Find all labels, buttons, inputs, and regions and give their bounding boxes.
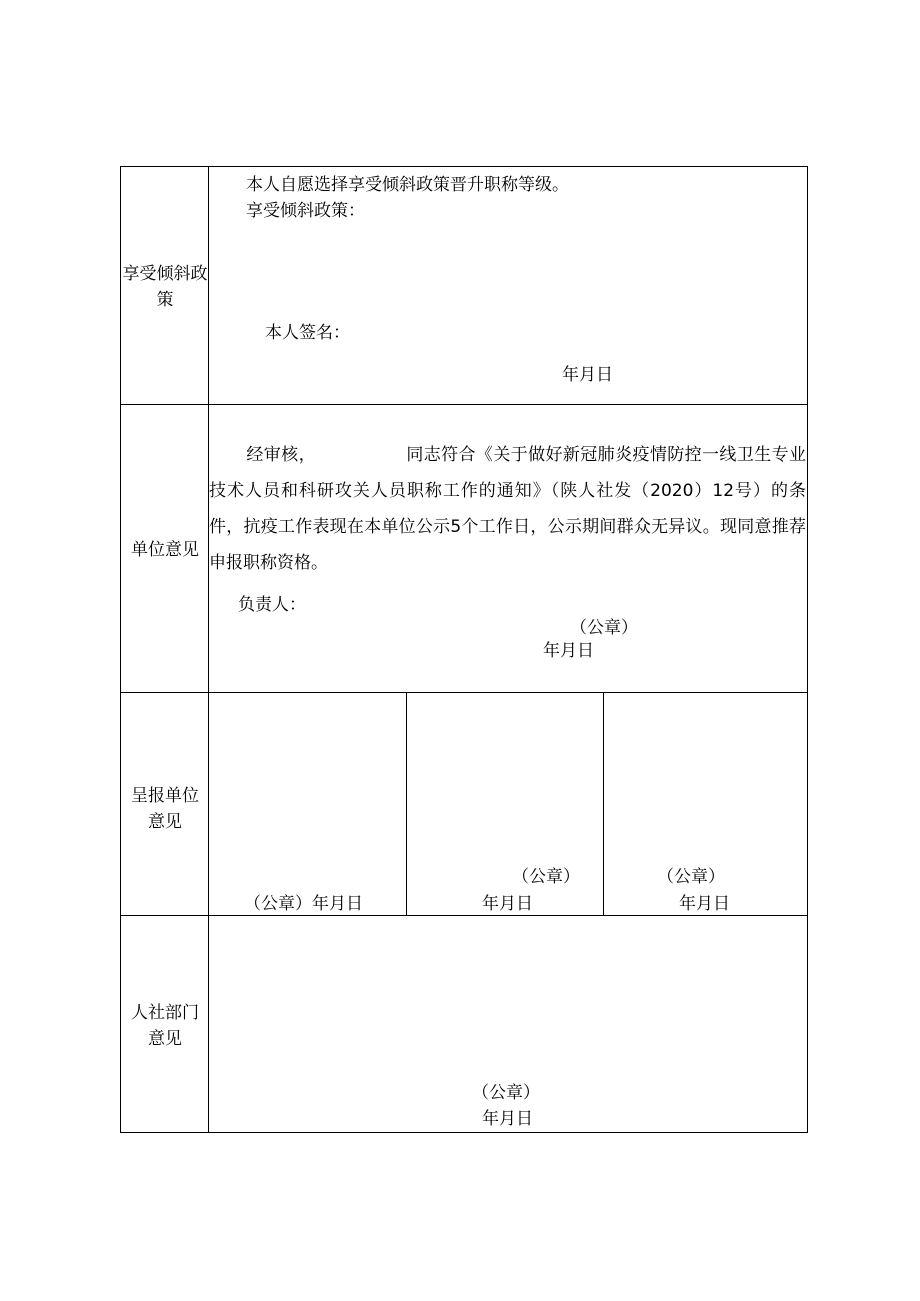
- policy-row-label: 享受倾斜政策: [122, 264, 208, 310]
- unit-opinion-label: 单位意见: [131, 540, 199, 560]
- col1-seal-date: （公章）年月日: [244, 894, 363, 914]
- table-border-top: [120, 166, 808, 167]
- hr-seal: （公章）: [472, 1083, 540, 1103]
- unit-opinion-text: [209, 437, 806, 581]
- opinion-rest: 同志符合《关于做好新冠肺炎疫情防控一线卫生专业技术人员和科研攻关人员职称工作的通知》（陕人社发（2020）12号）的条件，抗疫工作表现在本单位公示5个工作日，公示期间群众无异议。现同意推荐申报职称资格。: [209, 445, 807, 573]
- policy-date: 年月日: [562, 365, 613, 385]
- table-border-right: [807, 166, 808, 1133]
- col3-seal: （公章）: [657, 867, 725, 887]
- col3-date: 年月日: [679, 894, 730, 914]
- table-border-bottom: [120, 1132, 808, 1133]
- opinion-start: 经审核，: [246, 445, 316, 465]
- col2-date: 年月日: [482, 894, 533, 914]
- row-divider-2: [120, 692, 808, 693]
- row-divider-3: [120, 915, 808, 916]
- policy-statement: 本人自愿选择享受倾斜政策晋升职称等级。: [246, 175, 569, 195]
- responsible-person-label: 负责人：: [238, 595, 306, 615]
- row-divider-1: [120, 404, 808, 405]
- policy-choice-label: 享受倾斜政策：: [246, 201, 365, 221]
- col2-seal: （公章）: [512, 867, 580, 887]
- submitting-unit-label: 呈报单位意见: [131, 786, 199, 832]
- hr-department-label: 人社部门意见: [131, 1003, 199, 1049]
- submitting-col-divider-2: [603, 692, 604, 916]
- unit-seal: （公章）: [570, 618, 638, 638]
- applicant-signature-label: 本人签名：: [265, 323, 350, 343]
- submitting-col-divider-1: [406, 692, 407, 916]
- hr-date: 年月日: [482, 1109, 533, 1129]
- unit-date: 年月日: [543, 641, 594, 661]
